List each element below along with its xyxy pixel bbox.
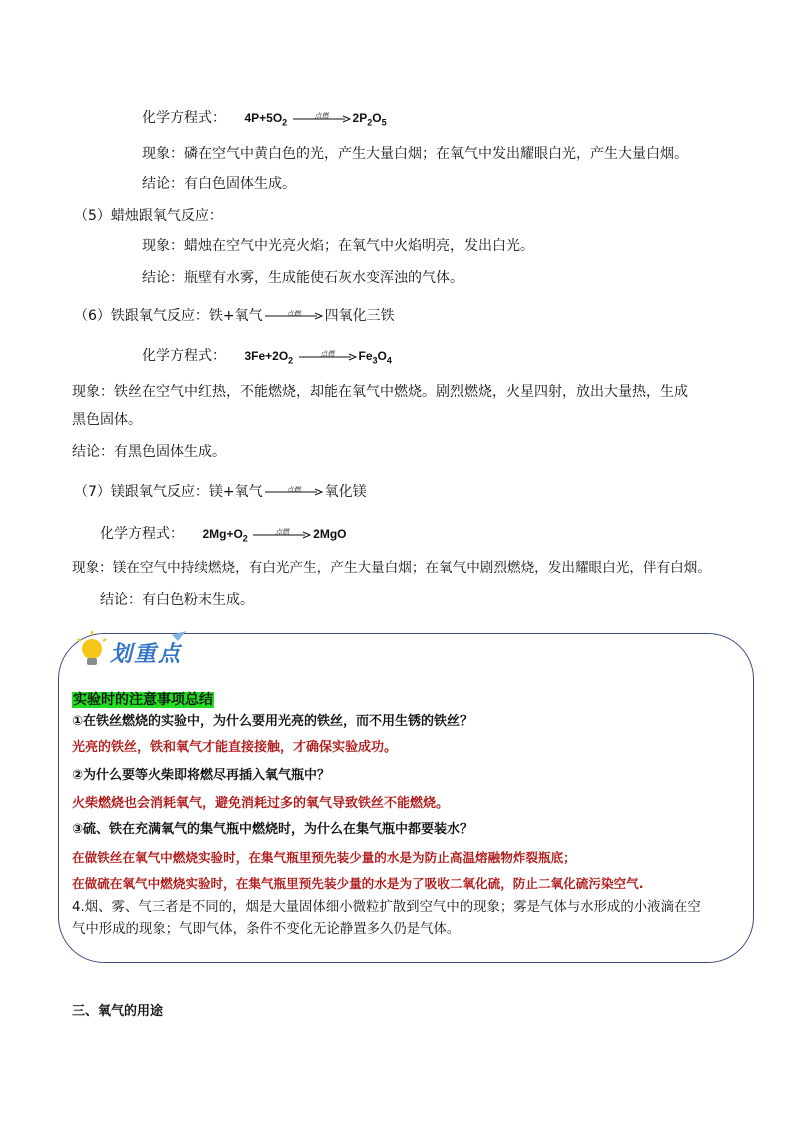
eq-sub: 2 [288,355,294,366]
eq-rhs: O [377,349,387,363]
eq-rhs: 2P [352,111,368,125]
iron-product: 四氧化三铁 [324,308,395,324]
reaction-arrow-icon [293,111,351,127]
keypoint-q2: ②为什么要等火柴即将燃尽再插入氧气瓶中？ [72,768,331,783]
reaction-arrow-icon [265,484,323,500]
arrow-shape [293,115,351,123]
keypoint-4-line1: 4.烟、雾、气三者是不同的，烟是大量固体细小微粒扩散到空气中的现象；雾是气体与水形成的小液滴在空 [72,900,701,915]
candle-conclusion: 结论：瓶壁有水雾，生成能使石灰水变浑浊的气体。 [142,270,464,286]
p-conclusion: 结论：有白色固体生成。 [142,176,296,192]
iron-conclusion: 结论：有黑色固体生成。 [72,444,226,460]
iron-title-text: （6）铁跟氧气反应：铁+氧气 [74,308,263,324]
condition-label: 点燃 [286,486,301,494]
equation-label: 化学方程式： [142,110,226,126]
mg-title-text: （7）镁跟氧气反应：镁+氧气 [74,484,263,500]
equation-label: 化学方程式： [100,526,184,542]
eq-rhs: 2MgO [313,527,347,541]
p-equation-formula [244,111,387,128]
eq-sub: 2 [367,117,373,128]
eq-lhs: 2Mg+O [202,527,243,541]
p-equation [142,108,387,132]
reaction-arrow-icon [265,308,323,324]
condition-label: 点燃 [314,112,329,120]
eq-sub: 5 [381,117,387,128]
eq-rhs: O [372,111,382,125]
equation-label: 化学方程式： [142,348,226,364]
mg-conclusion: 结论：有白色粉末生成。 [100,592,254,608]
p-phenomenon: 现象：磷在空气中黄白色的光，产生大量白烟；在氧气中发出耀眼白光，产生大量白烟。 [142,146,688,162]
heading-highlight: 实验时的注意事项总结 [73,692,213,708]
mg-title [74,482,367,502]
keypoint-a3-2: 在做硫在氧气中燃烧实验时，在集气瓶里预先装少量的水是为了吸收二氧化硫，防止二氧化硫污染空气. [72,876,644,891]
eq-rhs: Fe [358,349,373,363]
keypoint-q3: ③硫、铁在充满氧气的集气瓶中燃烧时，为什么在集气瓶中都要装水？ [72,822,474,837]
badge-title: 划重点 [110,642,183,667]
eq-lhs: 4P+5O [244,111,283,125]
condition-label: 点燃 [286,310,301,318]
eq-sub: 2 [282,117,288,128]
mg-equation [100,524,347,548]
eq-lhs: 3Fe+2O [244,349,289,363]
keypoint-4-line2: 气中形成的现象；气即气体，条件不变化无论静置多久仍是气体。 [72,922,461,937]
keypoint-a2: 火柴燃烧也会消耗氧气，避免消耗过多的氧气导致铁丝不能燃烧。 [72,796,450,811]
section-3-title: 三、氧气的用途 [72,1004,164,1019]
eq-sub: 2 [242,533,248,544]
keypoints-heading [72,690,214,710]
candle-phenomenon: 现象：蜡烛在空气中光亮火焰；在氧气中火焰明亮，发出白光。 [142,238,534,254]
iron-phenomenon-2: 黑色固体。 [72,412,142,428]
eq-sub: 4 [386,355,392,366]
arrow-shape [299,353,357,361]
iron-equation-formula [244,349,392,366]
iron-equation [142,346,392,370]
iron-title [74,306,395,326]
mg-phenomenon: 现象：镁在空气中持续燃烧，有白光产生，产生大量白烟；在氧气中剧烈燃烧，发出耀眼白光，伴有白烟。 [72,560,711,576]
condition-label: 点燃 [275,528,290,536]
reaction-arrow-icon [299,349,357,365]
keypoint-a1: 光亮的铁丝，铁和氧气才能直接接触，才确保实验成功。 [72,740,398,755]
mg-equation-formula [202,527,347,544]
arrow-shape [265,488,323,496]
reaction-arrow-icon [253,527,311,543]
condition-label: 点燃 [320,350,335,358]
iron-phenomenon-1: 现象：铁丝在空气中红热，不能燃烧，却能在氧气中燃烧。剧烈燃烧，火星四射，放出大量热，生成 [72,384,688,400]
eq-sub: 3 [372,355,378,366]
mg-product: 氧化镁 [324,484,367,500]
keypoints-badge [74,627,194,673]
keypoint-a3-1: 在做铁丝在氧气中燃烧实验时，在集气瓶里预先装少量的水是为防止高温熔融物炸裂瓶底； [72,850,576,865]
keypoint-q1: ①在铁丝燃烧的实验中，为什么要用光亮的铁丝，而不用生锈的铁丝？ [72,714,474,729]
candle-title: （5）蜡烛跟氧气反应： [74,208,223,224]
arrow-shape [253,531,311,539]
arrow-shape [265,312,323,320]
